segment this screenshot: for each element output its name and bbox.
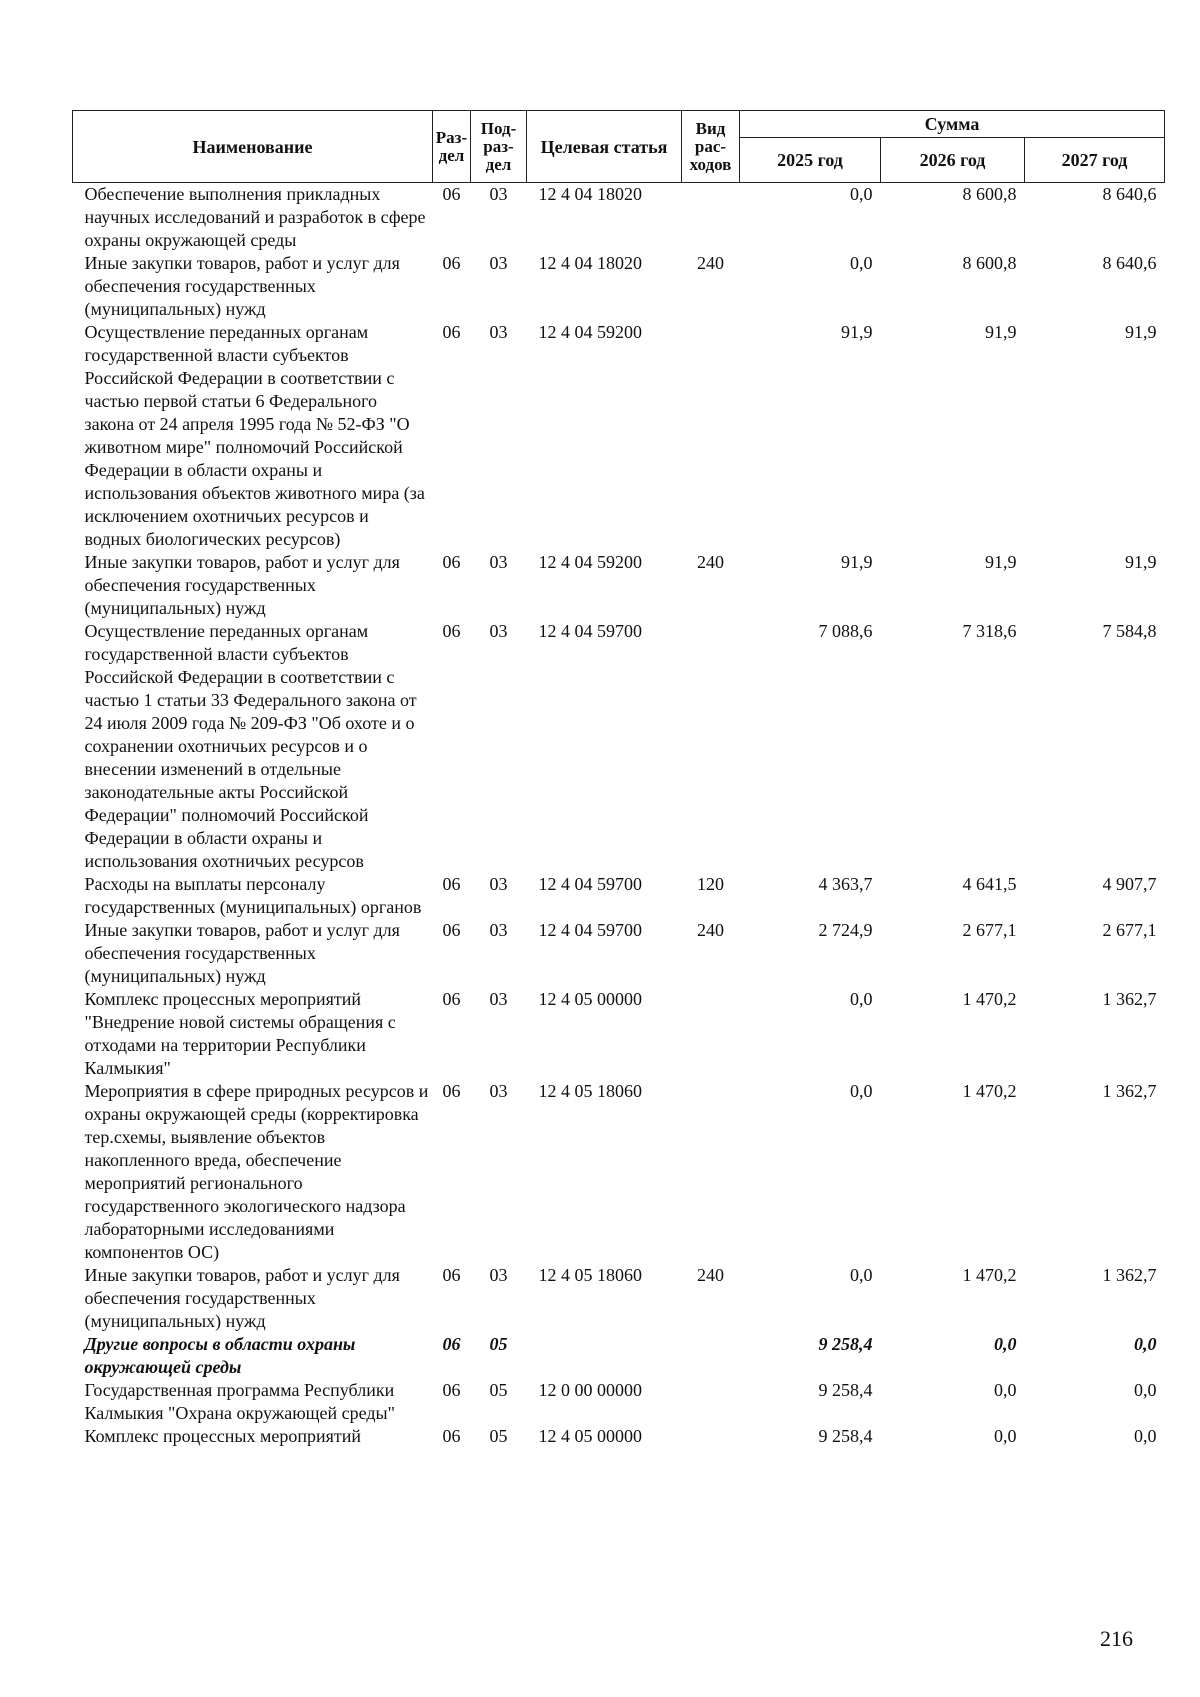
row-name: Комплекс процессных мероприятий xyxy=(84,1426,362,1446)
row-expense-type: 240 xyxy=(697,552,724,572)
table-row xyxy=(73,1080,1165,1264)
row-sum-2026: 7 318,6 xyxy=(962,621,1017,641)
row-target-article: 12 4 05 18060 xyxy=(538,1265,642,1285)
row-expense-type xyxy=(682,1379,740,1425)
header-target: Целевая статья xyxy=(527,111,682,183)
row-sum-2027: 1 362,7 xyxy=(1102,1081,1157,1101)
row-sum-2026: 8 600,8 xyxy=(962,184,1017,204)
row-sum-2027: 7 584,8 xyxy=(1102,621,1157,641)
row-name: Государственная программа Республики Калмыкия "Охрана окружающей среды" xyxy=(84,1380,395,1423)
row-sum-2027: 1 362,7 xyxy=(1102,1265,1157,1285)
table-row xyxy=(73,873,1165,919)
row-expense-type xyxy=(682,988,740,1080)
row-podrazdel: 05 xyxy=(489,1380,508,1400)
row-podrazdel: 03 xyxy=(489,989,508,1009)
row-podrazdel: 03 xyxy=(489,1265,508,1285)
row-sum-2025: 0,0 xyxy=(850,253,873,273)
row-target-article: 12 4 04 59700 xyxy=(538,920,642,940)
row-expense-type xyxy=(682,321,740,551)
row-razdel: 06 xyxy=(442,621,461,641)
row-sum-2026: 91,9 xyxy=(985,552,1017,572)
row-sum-2026: 0,0 xyxy=(994,1426,1017,1446)
row-sum-2027: 2 677,1 xyxy=(1102,920,1157,940)
row-sum-2027: 0,0 xyxy=(1134,1380,1157,1400)
table-row xyxy=(73,1425,1165,1448)
row-podrazdel: 05 xyxy=(489,1426,508,1446)
row-target-article: 12 4 04 59200 xyxy=(538,552,642,572)
row-sum-2025: 9 258,4 xyxy=(818,1380,873,1400)
row-sum-2027: 0,0 xyxy=(1134,1334,1157,1354)
row-target-article: 12 4 04 59200 xyxy=(538,322,642,342)
row-sum-2025: 7 088,6 xyxy=(818,621,873,641)
row-podrazdel: 03 xyxy=(489,184,508,204)
row-sum-2025: 0,0 xyxy=(850,989,873,1009)
table-row xyxy=(73,1379,1165,1425)
row-sum-2027: 91,9 xyxy=(1125,552,1157,572)
row-expense-type: 240 xyxy=(697,1265,724,1285)
row-sum-2025: 9 258,4 xyxy=(818,1426,873,1446)
row-expense-type xyxy=(682,1333,740,1379)
row-razdel: 06 xyxy=(442,989,461,1009)
row-sum-2025: 91,9 xyxy=(841,552,873,572)
row-name: Другие вопросы в области охраны окружающей среды xyxy=(84,1334,356,1377)
row-name: Осуществление переданных органам государственной власти субъектов Российской Федерации в соответствии с частью 1 статьи 33 Федерального закона от 24 июля 2009 года № 209-ФЗ "Об охоте и о сохранении охотничьих ресурсов и о внесении изменений в отдельные законодательные акты Российской Федерации" полномочий Российской Федерации в области охраны и использования охотничьих ресурсов xyxy=(84,621,417,871)
row-razdel: 06 xyxy=(442,253,461,273)
row-razdel: 06 xyxy=(442,1265,461,1285)
row-podrazdel: 03 xyxy=(489,253,508,273)
row-target-article: 12 4 05 00000 xyxy=(538,989,642,1009)
row-expense-type: 240 xyxy=(697,920,724,940)
table-row xyxy=(73,183,1165,253)
row-expense-type xyxy=(682,183,740,253)
row-expense-type xyxy=(682,1425,740,1448)
row-target-article: 12 4 05 00000 xyxy=(538,1426,642,1446)
row-expense-type xyxy=(682,1080,740,1264)
header-razdel: Раз-дел xyxy=(433,111,471,183)
table-row xyxy=(73,252,1165,321)
row-target-article: 12 4 04 59700 xyxy=(538,874,642,894)
row-target-article: 12 4 04 18020 xyxy=(538,184,642,204)
row-sum-2025: 9 258,4 xyxy=(818,1334,873,1354)
row-expense-type xyxy=(682,620,740,873)
row-sum-2026: 0,0 xyxy=(994,1334,1017,1354)
row-podrazdel: 03 xyxy=(489,621,508,641)
header-sum: Сумма xyxy=(740,111,1165,138)
row-name: Обеспечение выполнения прикладных научных исследований и разработок в сфере охраны окружающей среды xyxy=(84,184,426,250)
row-podrazdel: 03 xyxy=(489,874,508,894)
row-name: Расходы на выплаты персоналу государственных (муниципальных) органов xyxy=(84,874,422,917)
row-sum-2025: 0,0 xyxy=(850,184,873,204)
page-number: 216 xyxy=(1100,1626,1133,1651)
header-year-2026: 2026 год xyxy=(881,138,1025,183)
row-expense-type: 120 xyxy=(697,874,724,894)
row-target-article: 12 0 00 00000 xyxy=(538,1380,642,1400)
row-podrazdel: 03 xyxy=(489,1081,508,1101)
budget-table xyxy=(72,110,1165,1448)
row-sum-2027: 8 640,6 xyxy=(1102,253,1157,273)
row-target-article: 12 4 05 18060 xyxy=(538,1081,642,1101)
row-sum-2026: 8 600,8 xyxy=(962,253,1017,273)
row-razdel: 06 xyxy=(442,1380,461,1400)
row-sum-2025: 0,0 xyxy=(850,1081,873,1101)
table-row xyxy=(73,988,1165,1080)
row-podrazdel: 03 xyxy=(489,322,508,342)
row-razdel: 06 xyxy=(442,1426,461,1446)
row-razdel: 06 xyxy=(442,1334,461,1354)
row-razdel: 06 xyxy=(442,322,461,342)
row-sum-2025: 91,9 xyxy=(841,322,873,342)
header-year-2025: 2025 год xyxy=(740,138,881,183)
row-name: Мероприятия в сфере природных ресурсов и охраны окружающей среды (корректировка тер.схемы, выявление объектов накопленного вреда, обеспечение мероприятий регионального государственного экологического надзора лабораторными исследованиями компонентов ОС) xyxy=(84,1081,429,1262)
header-name: Наименование xyxy=(73,111,433,183)
row-sum-2026: 1 470,2 xyxy=(962,1265,1017,1285)
row-sum-2027: 8 640,6 xyxy=(1102,184,1157,204)
row-target-article: 12 4 04 18020 xyxy=(538,253,642,273)
row-sum-2026: 1 470,2 xyxy=(962,989,1017,1009)
row-razdel: 06 xyxy=(442,1081,461,1101)
row-sum-2026: 4 641,5 xyxy=(962,874,1017,894)
header-vid: Вид рас-ходов xyxy=(682,111,740,183)
row-sum-2026: 91,9 xyxy=(985,322,1017,342)
row-name: Иные закупки товаров, работ и услуг для обеспечения государственных (муниципальных) нужд xyxy=(84,552,400,618)
table-row xyxy=(73,1333,1165,1379)
table-body xyxy=(73,183,1165,1449)
row-podrazdel: 03 xyxy=(489,920,508,940)
row-expense-type: 240 xyxy=(697,253,724,273)
row-name: Иные закупки товаров, работ и услуг для обеспечения государственных (муниципальных) нужд xyxy=(84,1265,400,1331)
row-name: Иные закупки товаров, работ и услуг для обеспечения государственных (муниципальных) нужд xyxy=(84,920,400,986)
row-sum-2026: 0,0 xyxy=(994,1380,1017,1400)
row-sum-2027: 0,0 xyxy=(1134,1426,1157,1446)
header-year-2027: 2027 год xyxy=(1025,138,1165,183)
row-razdel: 06 xyxy=(442,184,461,204)
row-name: Иные закупки товаров, работ и услуг для обеспечения государственных (муниципальных) нужд xyxy=(84,253,400,319)
row-sum-2025: 2 724,9 xyxy=(818,920,873,940)
table-row xyxy=(73,620,1165,873)
table-row xyxy=(73,1264,1165,1333)
row-sum-2025: 4 363,7 xyxy=(818,874,873,894)
row-name: Осуществление переданных органам государственной власти субъектов Российской Федерации в соответствии с частью первой статьи 6 Федерального закона от 24 апреля 1995 года № 52-ФЗ "О животном мире" полномочий Российской Федерации в области охраны и использования объектов животного мира (за исключением охотничьих ресурсов и водных биологических ресурсов) xyxy=(84,322,425,549)
row-sum-2027: 91,9 xyxy=(1125,322,1157,342)
row-razdel: 06 xyxy=(442,552,461,572)
table-row xyxy=(73,321,1165,551)
row-podrazdel: 05 xyxy=(489,1334,508,1354)
row-target-article xyxy=(527,1333,682,1379)
row-razdel: 06 xyxy=(442,920,461,940)
row-sum-2026: 1 470,2 xyxy=(962,1081,1017,1101)
row-sum-2027: 4 907,7 xyxy=(1102,874,1157,894)
table-row xyxy=(73,919,1165,988)
row-name: Комплекс процессных мероприятий "Внедрение новой системы обращения с отходами на территории Республики Калмыкия" xyxy=(84,989,396,1078)
row-podrazdel: 03 xyxy=(489,552,508,572)
row-razdel: 06 xyxy=(442,874,461,894)
row-target-article: 12 4 04 59700 xyxy=(538,621,642,641)
row-sum-2025: 0,0 xyxy=(850,1265,873,1285)
table-header xyxy=(73,111,1165,183)
row-sum-2026: 2 677,1 xyxy=(962,920,1017,940)
header-podrazdel: Под-раз-дел xyxy=(471,111,527,183)
row-sum-2027: 1 362,7 xyxy=(1102,989,1157,1009)
table-row xyxy=(73,551,1165,620)
